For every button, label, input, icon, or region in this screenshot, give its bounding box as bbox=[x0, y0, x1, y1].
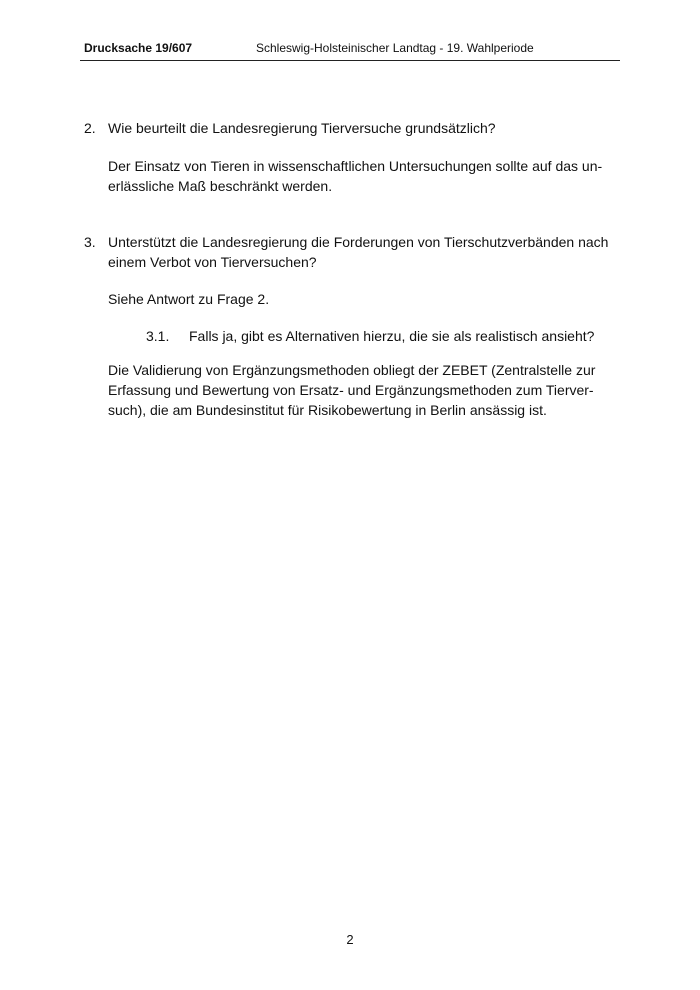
question-2-number: 2. bbox=[84, 120, 96, 136]
page-number: 2 bbox=[346, 932, 354, 947]
answer-3-1 bbox=[108, 360, 628, 420]
question-3-1 bbox=[146, 326, 626, 346]
answer-2-line: erlässliche Maß beschränkt werden. bbox=[108, 178, 333, 194]
question-2-text: Wie beurteilt die Landesregierung Tierversuche grundsätzlich? bbox=[108, 120, 496, 136]
answer-2-line: Der Einsatz von Tieren in wissenschaftlichen Untersuchungen sollte auf das un- bbox=[108, 158, 603, 174]
answer-3-1-line: Die Validierung von Ergänzungsmethoden obliegt der ZEBET (Zentralstelle zur bbox=[108, 362, 596, 378]
answer-3-1-line: Erfassung und Bewertung von Ersatz- und Ergänzungsmethoden zum Tierver- bbox=[108, 382, 594, 398]
question-3-number: 3. bbox=[84, 234, 96, 250]
page-header bbox=[80, 40, 620, 61]
answer-2 bbox=[108, 156, 628, 196]
answer-3-text: Siehe Antwort zu Frage 2. bbox=[108, 291, 270, 307]
question-3-line: Unterstützt die Landesregierung die Forderungen von Tierschutzverbänden nach bbox=[108, 234, 609, 250]
question-3-1-text: Falls ja, gibt es Alternativen hierzu, die sie als realistisch ansieht? bbox=[189, 328, 595, 344]
document-number: Drucksache 19/607 bbox=[84, 41, 193, 55]
answer-3 bbox=[108, 289, 628, 309]
answer-3-1-line: such), die am Bundesinstitut für Risikobewertung in Berlin ansässig ist. bbox=[108, 402, 547, 418]
question-3-text bbox=[108, 232, 628, 272]
question-2 bbox=[84, 118, 624, 138]
question-3-1-number: 3.1. bbox=[146, 328, 170, 344]
question-3 bbox=[84, 232, 624, 272]
parliament-title: Schleswig-Holsteinischer Landtag - 19. Wahlperiode bbox=[256, 41, 534, 55]
question-3-line: einem Verbot von Tierversuchen? bbox=[108, 254, 317, 270]
